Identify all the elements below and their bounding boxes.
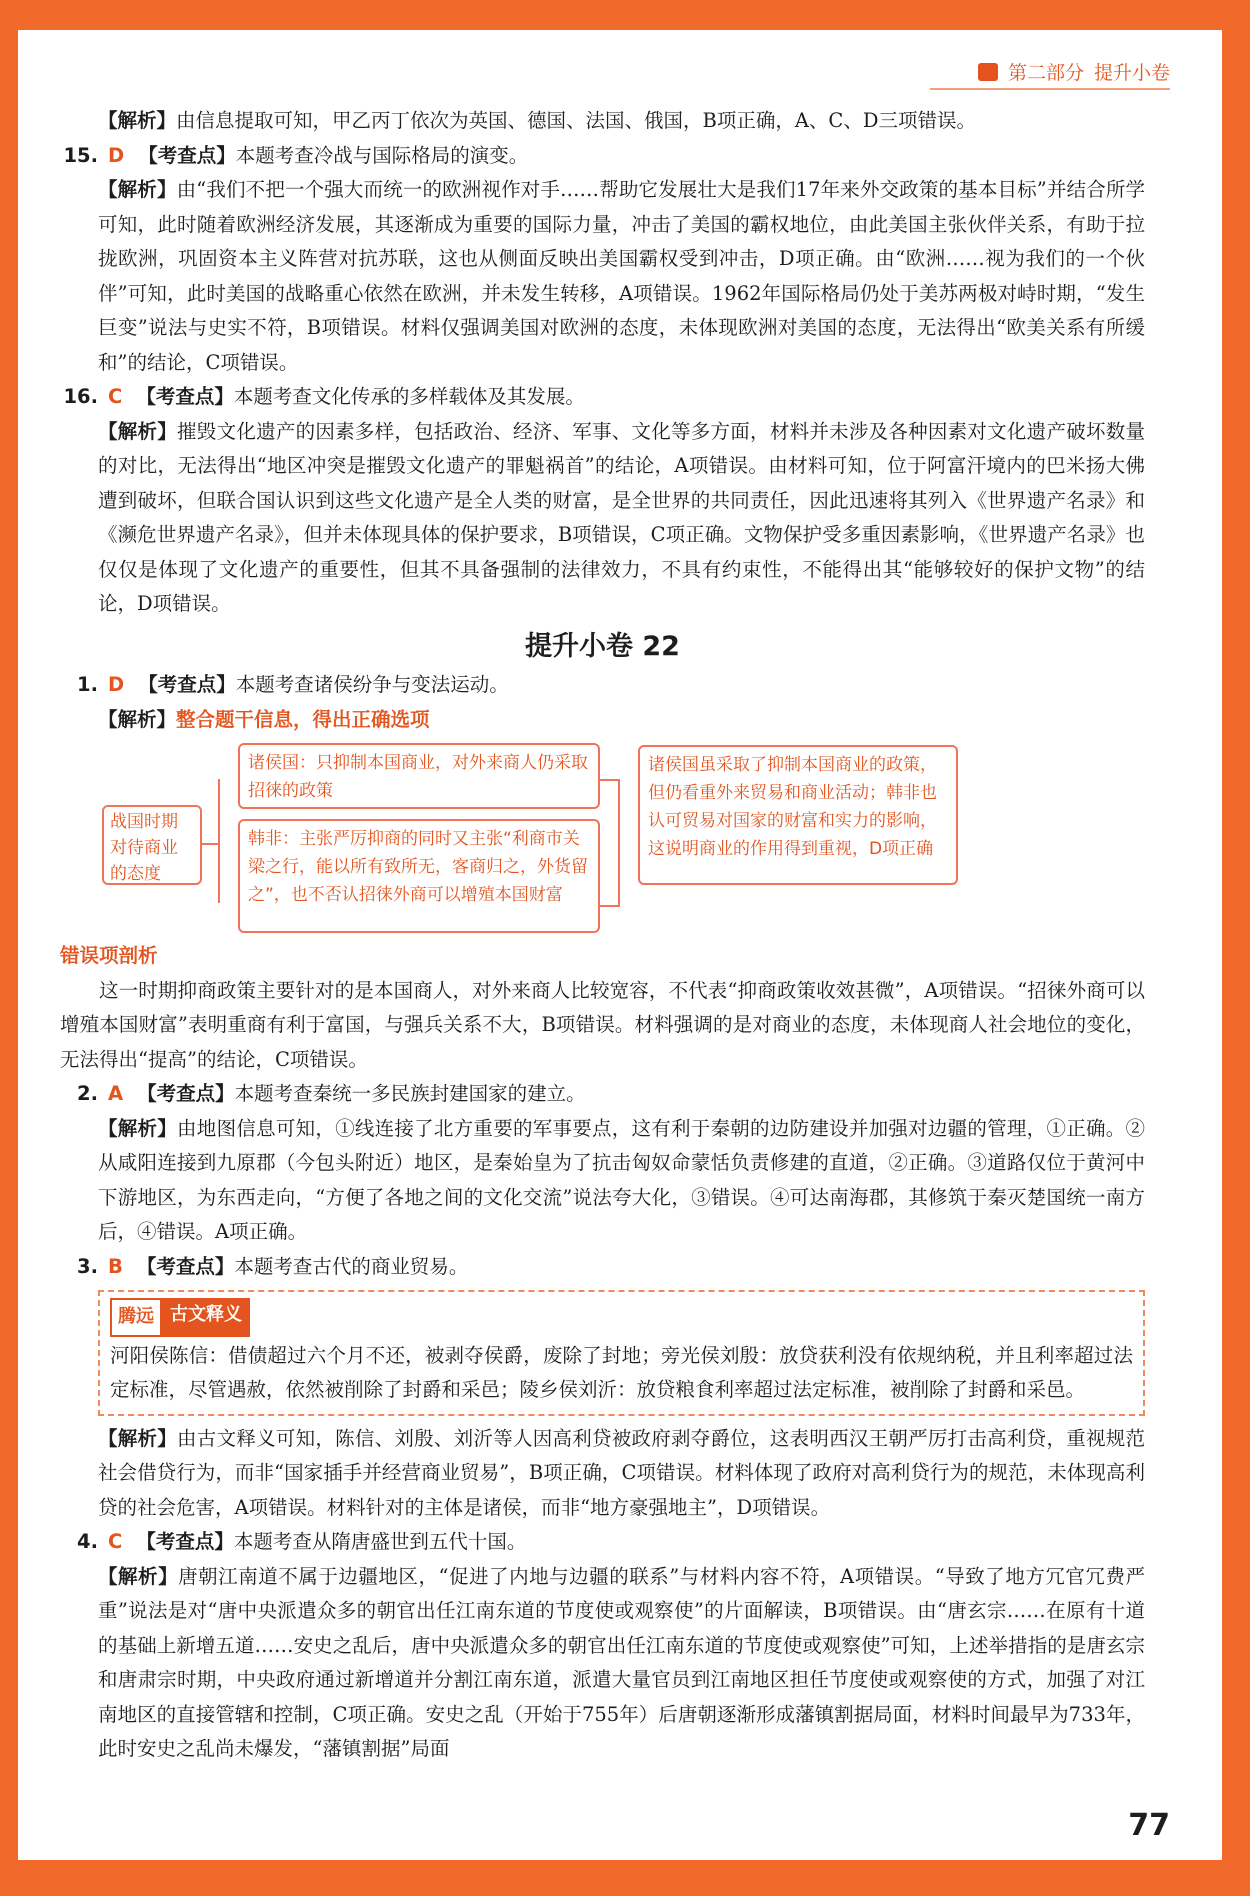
q4-analysis: 【解析】唐朝江南道不属于边疆地区，“促进了内地与边疆的联系”与材料内容不符，A项错误。“导致了地方冗官冗费严重”说法是对“唐中央派遣众多的朝官出任江南东道的节度使或观察使”的片面解读，B项错误。由“唐玄宗……在原有十道的基础上新增五道……安史之乱后，唐中央派遣众多的朝官出任江南东道的节度使或观察使”可知，上述举措指的是唐玄宗和唐肃宗时期，中央政府通过新增道并分割江南东道，派遣大量官员到江南地区担任节度使或观察使的方式，加强了对江南地区的直接管辖和控制，C项正确。安史之乱（开始于755年）后唐朝逐渐形成藩镇割据局面，材料时间最早为733年，此时安史之乱尚未爆发，“藩镇割据”局面 [98, 1564, 1145, 1760]
q4-answer: C [108, 1530, 123, 1553]
connector [600, 779, 620, 907]
q3-answer: B [108, 1254, 123, 1278]
top-frame [0, 0, 1250, 30]
answer-content [60, 104, 1145, 1767]
q16-answer: C [108, 385, 123, 408]
note-text: 河阳侯陈信：借债超过六个月不还，被剥夺侯爵，废除了封地；旁光侯刘殷：放贷获利没有依规纳税，并且利率超过法定标准，尽管遇赦，依然被削除了封爵和采邑；陵乡侯刘沂：放贷粮食利率超过法定标准，被削除了封爵和采邑。 [110, 1343, 1133, 1401]
diagram-top-box: 诸侯国：只抑制本国商业，对外来商人仍采取招徕的政策 [238, 743, 600, 809]
running-header [978, 58, 1170, 85]
connector [218, 779, 220, 903]
q16-header: 16. C 【考查点】本题考查文化传承的多样载体及其发展。 [63, 385, 585, 408]
classical-translation-box [98, 1290, 1145, 1416]
left-frame [0, 0, 18, 1896]
header-divider [930, 88, 1170, 90]
header-part: 第二部分 [1007, 62, 1084, 84]
q15-answer: D [108, 143, 125, 167]
q16-analysis: 【解析】摧毁文化遗产的因素多样，包括政治、经济、军事、文化等多方面，材料并未涉及各种因素对文化遗产破坏数量的对比，无法得出“地区冲突是摧毁文化遗产的罪魁祸首”的结论，A项错误。由材料可知，位于阿富汗境内的巴米扬大佛遭到破坏，但联合国认识到这些文化遗产是全人类的财富，是全世界的共同责任，因此迅速将其列入《世界遗产名录》和《濒危世界遗产名录》，但并未体现具体的保护要求，B项错误，C项正确。文物保护受多重因素影响，《世界遗产名录》也仅仅是体现了文化遗产的重要性，但其不具备强制的法律效力，不具有约束性，不能得出其“能够较好的保护文物”的结论，D项错误。 [98, 419, 1145, 615]
q15-analysis: 【解析】由“我们不把一个强大而统一的欧洲视作对手……帮助它发展壮大是我们17年来外交政策的基本目标”并结合所学可知，此时随着欧洲经济发展，其逐渐成为重要的国际力量，冲击了美国的霸权地位，由此美国主张伙伴关系，有助于拉拢欧洲，巩固资本主义阵营对抗苏联，这也从侧面反映出美国霸权受到冲击，D项正确。由“欧洲……视为我们的一个伙伴”可知，此时美国的战略重心依然在欧洲，并未发生转移，A项错误。1962年国际格局仍处于美苏两极对峙时期，“发生巨变”说法与史实不符，B项错误。材料仅强调美国对欧洲的态度，未体现欧洲对美国的态度，无法得出“欧美关系有所缓和”的结论，C项错误。 [98, 178, 1145, 374]
diagram-right-box: 诸侯国虽采取了抑制本国商业的政策，但仍看重外来贸易和商业活动；韩非也认可贸易对国家的财富和实力的影响，这说明商业的作用得到重视，D项正确 [638, 745, 958, 885]
q14-analysis: 【解析】由信息提取可知，甲乙丙丁依次为英国、德国、法国、俄国，B项正确，A、C、D三项错误。 [98, 109, 976, 132]
q4-header: 4. C 【考查点】本题考查从隋唐盛世到五代十国。 [77, 1530, 527, 1553]
q2-answer: A [108, 1082, 124, 1105]
book-icon [978, 63, 998, 81]
q1-analysis-label: 【解析】整合题干信息，得出正确选项 [98, 707, 430, 731]
bottom-frame [0, 1860, 1250, 1896]
section-title: 提升小卷 22 [525, 630, 680, 662]
q3-analysis: 【解析】由古文释义可知，陈信、刘殷、刘沂等人因高利贷被政府剥夺爵位，这表明西汉王朝严厉打击高利贷，重视规范社会借贷行为，而非“国家插手并经营商业贸易”，B项正确，C项错误。材料体现了政府对高利贷行为的规范，未体现高利贷的社会危害，A项错误。材料针对的主体是诸侯，而非“地方豪强地主”，D项错误。 [98, 1426, 1145, 1519]
q2-analysis: 【解析】由地图信息可知，①线连接了北方重要的军事要点，这有利于秦朝的边防建设并加强对边疆的管理，①正确。②从咸阳连接到九原郡（今包头附近）地区，是秦始皇为了抗击匈奴命蒙恬负责修建的直道，②正确。③道路仅位于黄河中下游地区，为东西走向，“方便了各地之间的文化交流”说法夸大化，③错误。④可达南海郡，其修筑于秦灭楚国统一南方后，④错误。A项正确。 [98, 1116, 1145, 1243]
header-section: 提升小卷 [1093, 62, 1170, 84]
q1-answer: D [108, 673, 125, 696]
note-label: 腾远 古文释义 [110, 1298, 250, 1337]
q2-header: 2. A 【考查点】本题考查秦统一多民族封建国家的建立。 [77, 1082, 586, 1105]
right-frame [1222, 0, 1250, 1896]
error-analysis-title: 错误项剖析 [60, 944, 158, 967]
q1-header: 1. D 【考查点】本题考查诸侯纷争与变法运动。 [77, 673, 509, 696]
diagram-left-box: 战国时期对待商业的态度 [102, 805, 202, 885]
q15-header: 15. D 【考查点】本题考查冷战与国际格局的演变。 [63, 143, 529, 167]
q1-error-analysis: 这一时期抑商政策主要针对的是本国商人，对外来商人比较宽容，不代表“抑商政策收效甚微”，A项错误。“招徕外商可以增殖本国财富”表明重商有利于富国，与强兵关系不大，B项错误。材料强调的是对商业的态度，未体现商人社会地位的变化，无法得出“提高”的结论，C项错误。 [60, 978, 1145, 1071]
q1-diagram [98, 743, 1145, 933]
page-number: 77 [1128, 1808, 1170, 1843]
diagram-bottom-box: 韩非：主张严厉抑商的同时又主张“利商市关梁之行，能以所有致所无，客商归之，外货留之”，也不否认招徕外商可以增殖本国财富 [238, 819, 600, 933]
q3-header: 3. B 【考查点】本题考查古代的商业贸易。 [77, 1254, 469, 1278]
